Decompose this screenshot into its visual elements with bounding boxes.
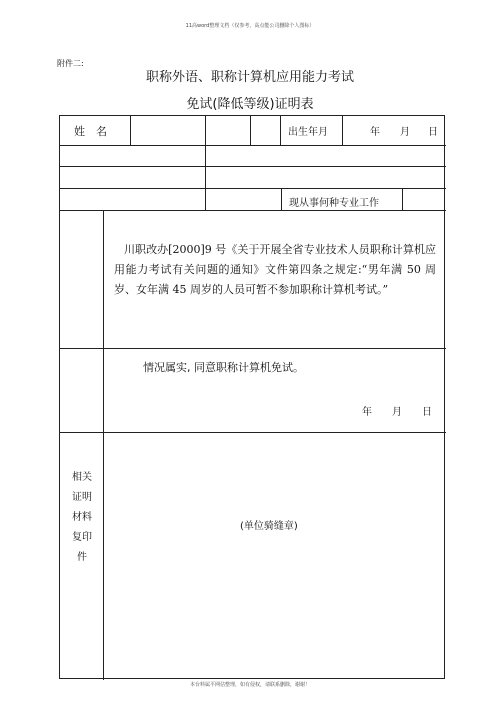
label-column-divider bbox=[103, 210, 104, 680]
certification-form bbox=[59, 115, 445, 679]
month-label: 月 bbox=[400, 127, 410, 138]
materials-label: 相关证明材料复印件 bbox=[72, 472, 92, 563]
sign-day-label: 日 bbox=[422, 407, 432, 418]
attachment-label: 附件二: bbox=[57, 59, 84, 68]
row-divider bbox=[60, 210, 446, 211]
statement-text: 情况属实, 同意职称计算机免试。 bbox=[143, 361, 304, 374]
row-divider bbox=[60, 432, 446, 433]
birth-label: 出生年月 bbox=[288, 127, 328, 138]
col-divider bbox=[402, 188, 403, 210]
col-divider bbox=[130, 116, 131, 145]
col-divider bbox=[342, 116, 343, 145]
document-title-line2: 免试(降低等级)证明表 bbox=[186, 97, 314, 112]
footer-note: 本台料属平网估整理，如有侵权，请联系删除，谢谢！ bbox=[189, 682, 310, 688]
row-divider bbox=[60, 166, 446, 167]
col-divider bbox=[281, 188, 282, 210]
profession-label: 现从事何种专业工作 bbox=[289, 198, 379, 209]
col-divider bbox=[205, 116, 206, 210]
name-label: 姓 名 bbox=[74, 125, 107, 138]
row-divider bbox=[60, 188, 446, 189]
col-divider bbox=[280, 116, 281, 145]
row-divider bbox=[60, 348, 446, 349]
sign-year-label: 年 bbox=[362, 407, 372, 418]
header-note: 11高word整理文档（仅参考，高点能公司删除个人图标） bbox=[185, 23, 315, 29]
col-divider bbox=[250, 116, 251, 145]
row-divider bbox=[60, 145, 446, 146]
document-title-line1: 职称外语、职称计算机应用能力考试 bbox=[145, 70, 354, 85]
seal-text: (单位骑缝章) bbox=[240, 521, 298, 532]
day-label: 日 bbox=[428, 127, 438, 138]
year-label: 年 bbox=[370, 127, 380, 138]
sign-month-label: 月 bbox=[392, 407, 402, 418]
basis-paragraph: 川职改办[2000]9 号《关于开展全省专业技术人员职称计算机应用能力考试有关问题的通知》文件第四条之规定:“男年满 50 周岁、女年满 45 周岁的人员可暂不参加职称计算机考试。” bbox=[114, 243, 436, 296]
